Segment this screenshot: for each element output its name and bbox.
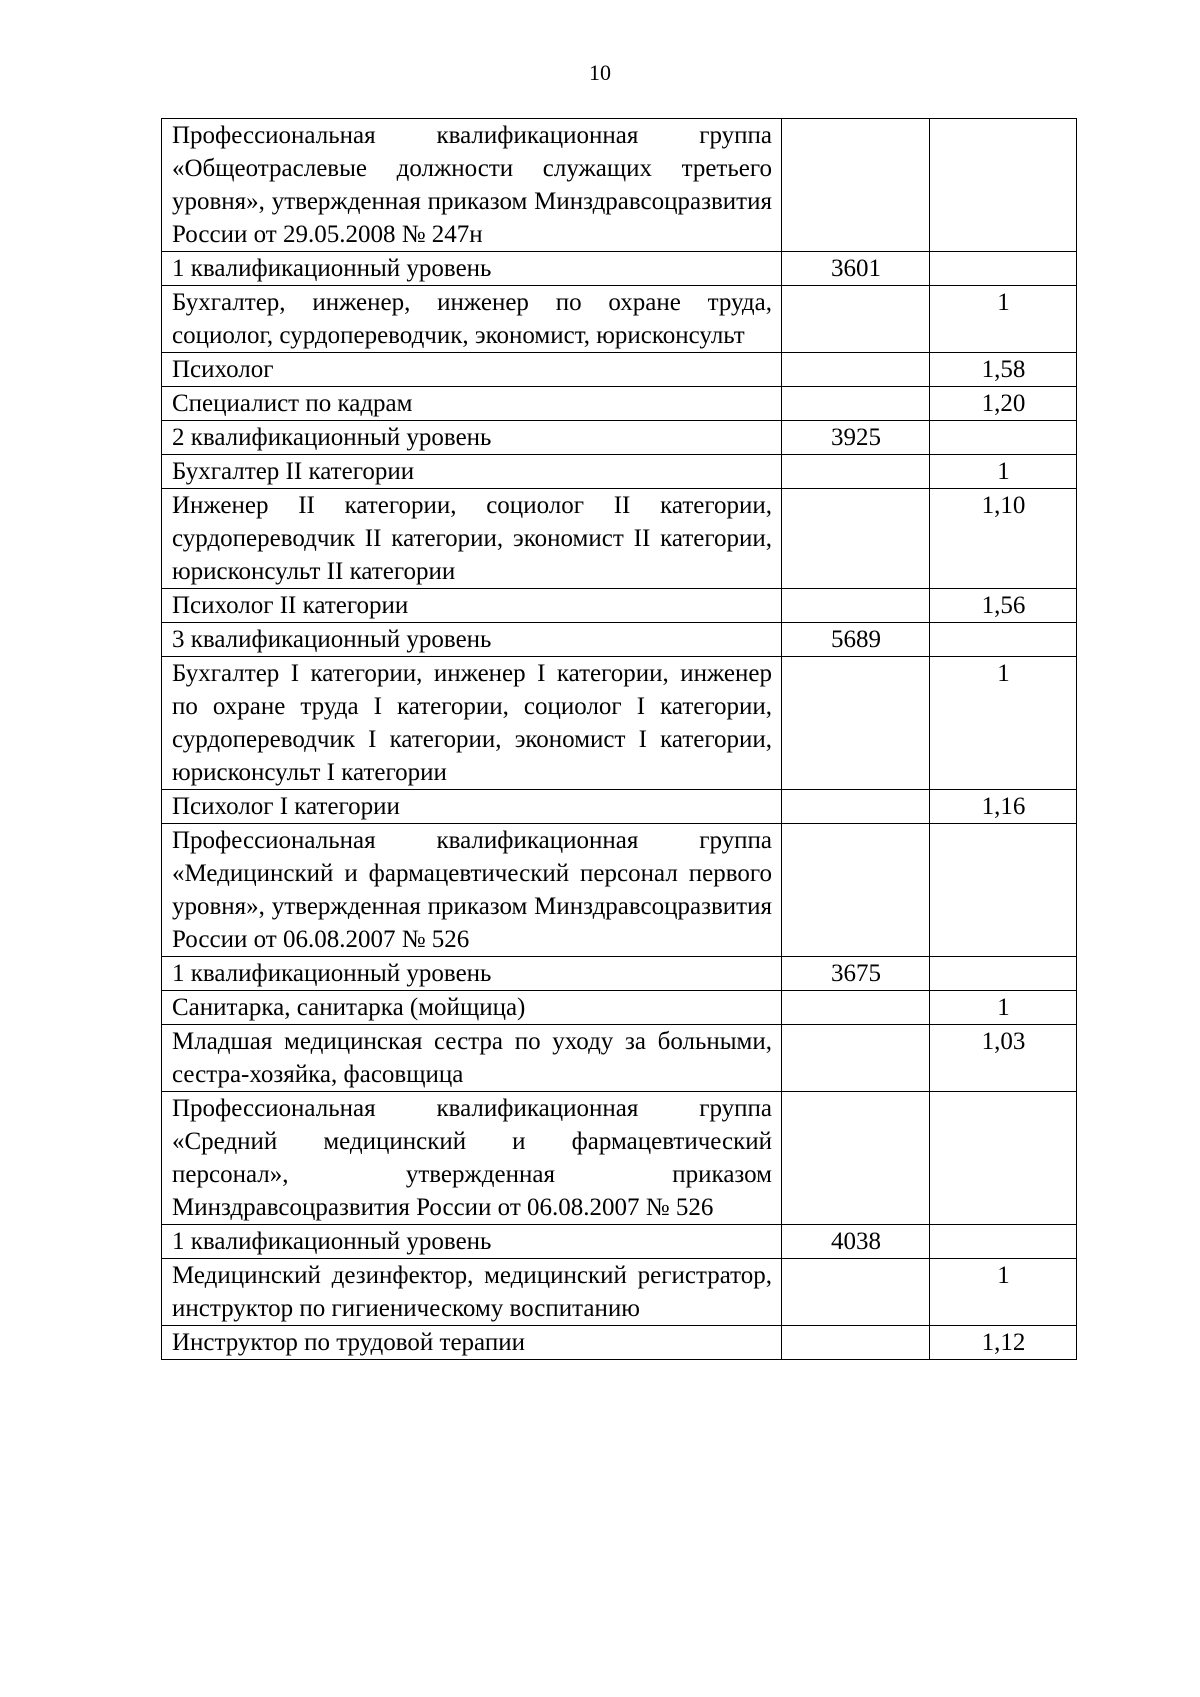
table-row — [162, 824, 1077, 957]
base-salary-cell: 3601 — [782, 252, 930, 286]
coefficient-cell: 1 — [930, 991, 1077, 1025]
position-cell: Профессиональная квалификационная группа «Медицинский и фармацевтический персонал первого уровня», утвержденная приказом Минздравсоцразвития России от 06.08.2007 № 526 — [162, 824, 782, 957]
coefficient-cell: 1,10 — [930, 489, 1077, 589]
position-cell: 1 квалификационный уровень — [162, 252, 782, 286]
table-row — [162, 790, 1077, 824]
base-salary-cell — [782, 1025, 930, 1092]
position-cell: 3 квалификационный уровень — [162, 623, 782, 657]
base-salary-cell: 3675 — [782, 957, 930, 991]
base-salary-cell — [782, 353, 930, 387]
base-salary-cell — [782, 489, 930, 589]
table-row — [162, 957, 1077, 991]
position-cell: Психолог II категории — [162, 589, 782, 623]
coefficient-cell: 1,16 — [930, 790, 1077, 824]
table-row — [162, 119, 1077, 252]
position-cell: Санитарка, санитарка (мойщица) — [162, 991, 782, 1025]
table-row — [162, 589, 1077, 623]
position-cell: Младшая медицинская сестра по уходу за больными, сестра-хозяйка, фасовщица — [162, 1025, 782, 1092]
coefficient-cell — [930, 623, 1077, 657]
position-cell: 2 квалификационный уровень — [162, 421, 782, 455]
coefficient-cell: 1 — [930, 657, 1077, 790]
table-row — [162, 489, 1077, 589]
table-row — [162, 421, 1077, 455]
salary-table — [161, 118, 1077, 1360]
table-row — [162, 1259, 1077, 1326]
table-row — [162, 1326, 1077, 1360]
position-cell: 1 квалификационный уровень — [162, 957, 782, 991]
position-cell: Психолог I категории — [162, 790, 782, 824]
coefficient-cell: 1 — [930, 455, 1077, 489]
base-salary-cell — [782, 657, 930, 790]
position-cell: Бухгалтер I категории, инженер I категории, инженер по охране труда I категории, социолог I категории, сурдопереводчик I категории, экономист I категории, юрисконсульт I категории — [162, 657, 782, 790]
table-row — [162, 387, 1077, 421]
base-salary-cell — [782, 824, 930, 957]
base-salary-cell — [782, 1326, 930, 1360]
table-row — [162, 252, 1077, 286]
page-number: 10 — [589, 60, 611, 85]
base-salary-cell — [782, 119, 930, 252]
base-salary-cell — [782, 1092, 930, 1225]
base-salary-cell — [782, 286, 930, 353]
position-cell: Инструктор по трудовой терапии — [162, 1326, 782, 1360]
base-salary-cell — [782, 1259, 930, 1326]
base-salary-cell: 5689 — [782, 623, 930, 657]
base-salary-cell — [782, 455, 930, 489]
position-cell: Специалист по кадрам — [162, 387, 782, 421]
base-salary-cell — [782, 589, 930, 623]
base-salary-cell: 3925 — [782, 421, 930, 455]
coefficient-cell: 1,20 — [930, 387, 1077, 421]
position-cell: Профессиональная квалификационная группа «Средний медицинский и фармацевтический персонал», утвержденная приказом Минздравсоцразвития России от 06.08.2007 № 526 — [162, 1092, 782, 1225]
table-row — [162, 623, 1077, 657]
position-cell: Профессиональная квалификационная группа «Общеотраслевые должности служащих третьего уровня», утвержденная приказом Минздравсоцразвития России от 29.05.2008 № 247н — [162, 119, 782, 252]
coefficient-cell: 1,12 — [930, 1326, 1077, 1360]
coefficient-cell: 1,03 — [930, 1025, 1077, 1092]
coefficient-cell — [930, 252, 1077, 286]
coefficient-cell — [930, 957, 1077, 991]
position-cell: 1 квалификационный уровень — [162, 1225, 782, 1259]
coefficient-cell: 1,58 — [930, 353, 1077, 387]
coefficient-cell — [930, 1092, 1077, 1225]
table-row — [162, 1092, 1077, 1225]
base-salary-cell — [782, 790, 930, 824]
coefficient-cell: 1 — [930, 286, 1077, 353]
position-cell: Психолог — [162, 353, 782, 387]
table-row — [162, 991, 1077, 1025]
coefficient-cell — [930, 1225, 1077, 1259]
position-cell: Инженер II категории, социолог II категории, сурдопереводчик II категории, экономист II категории, юрисконсульт II категории — [162, 489, 782, 589]
coefficient-cell — [930, 824, 1077, 957]
coefficient-cell: 1 — [930, 1259, 1077, 1326]
table-row — [162, 1025, 1077, 1092]
table-row — [162, 353, 1077, 387]
position-cell: Медицинский дезинфектор, медицинский регистратор, инструктор по гигиеническому воспитанию — [162, 1259, 782, 1326]
base-salary-cell — [782, 387, 930, 421]
coefficient-cell — [930, 119, 1077, 252]
table-row — [162, 657, 1077, 790]
table-row — [162, 286, 1077, 353]
position-cell: Бухгалтер, инженер, инженер по охране труда, социолог, сурдопереводчик, экономист, юрисконсульт — [162, 286, 782, 353]
coefficient-cell: 1,56 — [930, 589, 1077, 623]
position-cell: Бухгалтер II категории — [162, 455, 782, 489]
base-salary-cell — [782, 991, 930, 1025]
table-row — [162, 455, 1077, 489]
coefficient-cell — [930, 421, 1077, 455]
base-salary-cell: 4038 — [782, 1225, 930, 1259]
table-row — [162, 1225, 1077, 1259]
